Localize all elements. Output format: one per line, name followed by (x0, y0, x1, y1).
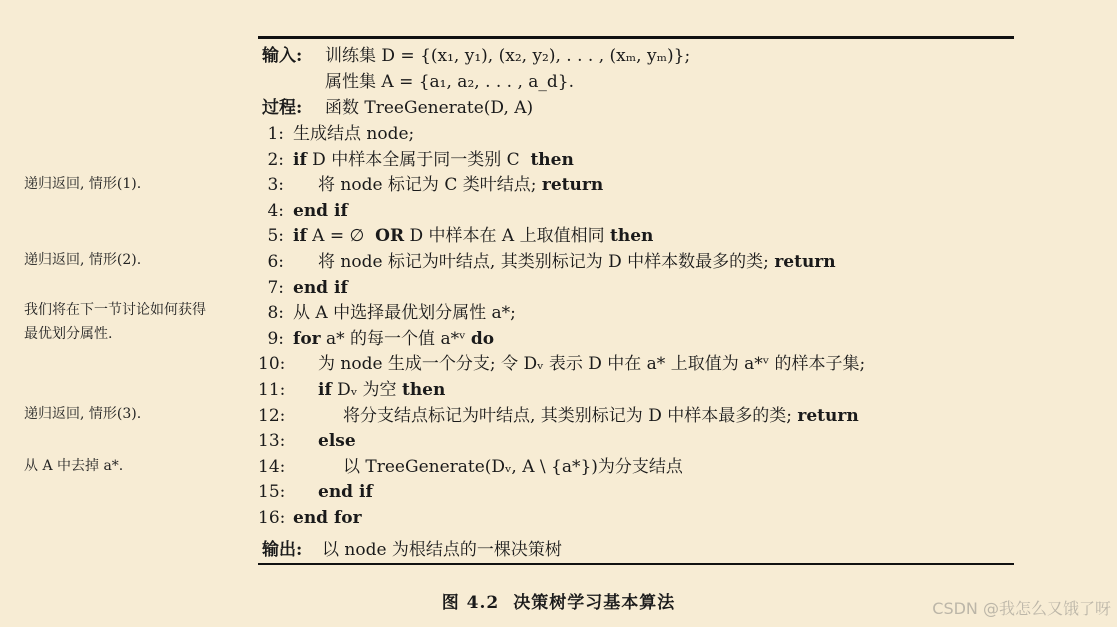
keyword: OR (375, 226, 405, 247)
input-attribute-set: 属性集 A = {a₁, a₂, . . . , a_d}. (325, 72, 575, 92)
step-text (293, 276, 348, 300)
step-number: 13: (258, 431, 286, 452)
margin-note-remove-attr: 从 A 中去掉 a*. (24, 458, 124, 474)
step-text (318, 429, 356, 453)
step-text (293, 148, 574, 172)
keyword: end for (293, 508, 362, 528)
keyword: if (293, 149, 307, 170)
step-fragment: 以 TreeGenerate(Dᵥ, A \ {a*})为分支结点 (343, 456, 683, 477)
keyword: if (318, 380, 332, 400)
bottom-rule (258, 563, 1014, 565)
process-function: 函数 TreeGenerate(D, A) (325, 98, 534, 118)
step-number: 7: (267, 277, 284, 298)
csdn-watermark: CSDN @我怎么又饿了呀 (932, 599, 1111, 618)
margin-note-case-3: 递归返回, 情形(3). (24, 406, 142, 422)
step-text (318, 480, 373, 504)
top-rule (258, 36, 1014, 39)
step-number: 12: (258, 405, 286, 426)
step-text (293, 301, 516, 325)
keyword: end if (293, 277, 348, 298)
keyword: end if (318, 482, 373, 503)
input-training-set: 训练集 D = {(x₁, y₁), (x₂, y₂), . . . , (xₘ, yₘ)}; (325, 46, 691, 66)
step-fragment: D 中样本在 A 上取值相同 (404, 226, 611, 247)
output-text: 以 node 为根结点的一棵决策树 (322, 540, 562, 560)
step-text (293, 506, 362, 530)
margin-note-case-2: 递归返回, 情形(2). (24, 252, 142, 268)
keyword: else (318, 431, 356, 452)
step-text (293, 122, 414, 146)
step-number: 1: (267, 124, 284, 144)
step-number: 10: (258, 354, 286, 375)
step-text (343, 404, 859, 428)
step-text (343, 455, 683, 479)
step-text (318, 173, 603, 197)
step-fragment: 将分支结点标记为叶结点, 其类别标记为 D 中样本最多的类; (343, 405, 798, 426)
keyword: then (610, 226, 654, 247)
step-number: 3: (267, 175, 284, 196)
margin-note-case-1: 递归返回, 情形(1). (24, 176, 142, 192)
keyword: do (470, 328, 495, 349)
margin-note-next-section: 我们将在下一节讨论如何获得最优划分属性. (24, 302, 206, 342)
step-text (318, 250, 836, 274)
keyword: for (293, 328, 321, 349)
keyword: return (774, 252, 836, 272)
step-text (318, 352, 865, 376)
step-number: 5: (267, 226, 284, 247)
keyword: then (401, 380, 446, 400)
keyword: return (541, 175, 604, 196)
keyword: return (797, 405, 859, 426)
input-label: 输入: (262, 46, 303, 66)
step-number: 16: (258, 508, 286, 528)
step-number: 9: (267, 328, 284, 349)
step-number: 2: (267, 149, 284, 170)
step-fragment: 生成结点 node; (293, 124, 415, 144)
step-fragment: 将 node 标记为 C 类叶结点; (318, 175, 542, 196)
keyword: end if (293, 200, 348, 221)
step-number: 8: (267, 303, 284, 324)
keyword: if (293, 226, 307, 247)
step-fragment: 为 node 生成一个分支; 令 Dᵥ 表示 D 中在 a* 上取值为 a*ᵛ 的样本子集; (318, 354, 866, 375)
process-label: 过程: (262, 98, 303, 118)
keyword: then (530, 149, 574, 170)
step-text (318, 378, 445, 402)
step-text (293, 327, 494, 351)
output-label: 输出: (262, 540, 303, 560)
step-fragment: Dᵥ 为空 (331, 380, 402, 400)
step-fragment: D 中样本全属于同一类别 C (306, 149, 531, 170)
step-fragment: 从 A 中选择最优划分属性 a*; (293, 303, 516, 324)
figure-title: 决策树学习基本算法 (513, 593, 676, 613)
step-number: 14: (258, 456, 286, 477)
step-number: 15: (258, 482, 286, 503)
step-text (293, 224, 653, 248)
step-text (293, 199, 348, 223)
step-number: 4: (267, 200, 284, 221)
figure-number: 图 4.2 (441, 593, 500, 613)
step-number: 11: (258, 380, 286, 400)
step-fragment: a* 的每一个值 a*ᵛ (320, 328, 471, 349)
step-number: 6: (267, 252, 284, 272)
step-fragment: 将 node 标记为叶结点, 其类别标记为 D 中样本数最多的类; (318, 252, 775, 272)
step-fragment: A = ∅ (306, 226, 376, 247)
